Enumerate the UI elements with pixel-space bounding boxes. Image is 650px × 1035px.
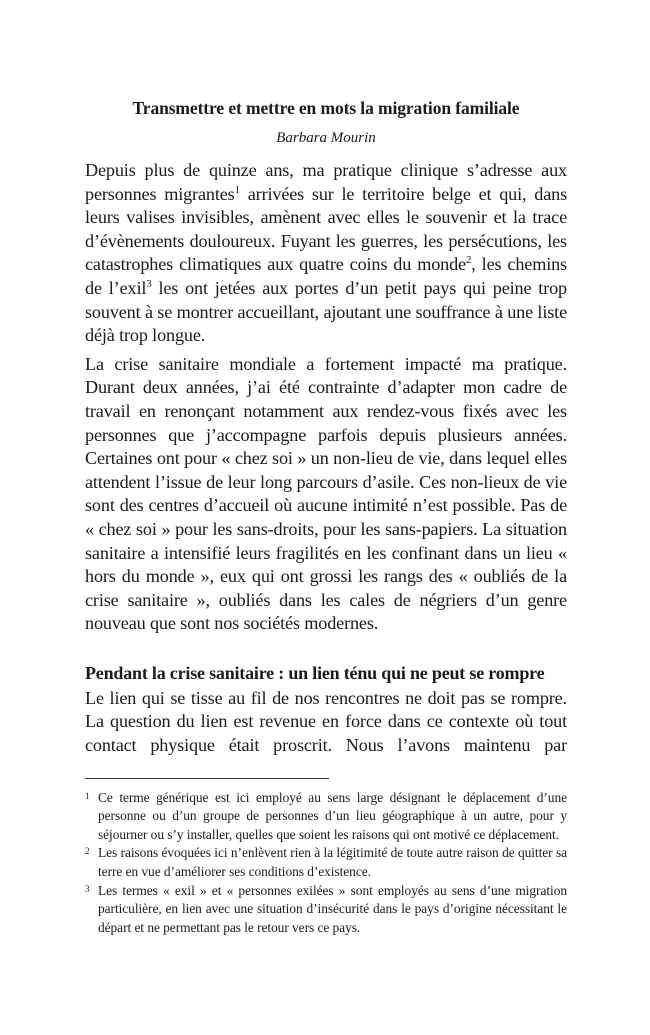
footnotes xyxy=(85,789,567,938)
footnote-ref-1: 1 xyxy=(234,183,240,196)
footnote-3 xyxy=(85,882,567,938)
footnote-text: Ce terme générique est ici employé au sens large désignant le déplacement d’une personne ou d’un groupe de personnes d’un lieu géographique à un autre, pour y séjourner ou s’y installer, quelles que soient les raisons qui ont motivé ce déplacement. xyxy=(98,789,567,842)
paragraph-3: Le lien qui se tisse au fil de nos rencontres ne doit pas se rompre. La question du lien est revenue en force dans ce contexte où tout contact physique était proscrit. Nous l’avons maintenu par xyxy=(85,687,567,756)
paragraph-2: La crise sanitaire mondiale a fortement impacté ma pratique. Durant deux années, j’ai été contrainte d’adapter mon cadre de travail en renonçant notamment aux rendez-vous fixés avec les personnes que j’accompagne parfois depuis plusieurs années. Certaines ont pour « chez soi » un non-lieu de vie, dans lequel elles attendent l’issue de leur long parcours d’asile. Ces non-lieux de vie sont des centres d’accueil où aucune intimité n’est possible. Pas de « chez soi » pour les sans-droits, pour les sans-papiers. La situation sanitaire a intensifié leurs fragilités en les confinant dans un lieu « hors du monde », eux qui ont grossi les rangs des « oubliés de la crise sanitaire », oubliés dans les cales de négriers d’un genre nouveau que sont nos sociétés modernes. xyxy=(85,353,567,634)
footnote-number: 2 xyxy=(85,846,90,857)
document-page xyxy=(85,96,567,937)
paragraph-1-part-c: , les chemins de l’exil xyxy=(85,254,567,298)
paragraph-1 xyxy=(85,159,567,348)
footnote-ref-3: 3 xyxy=(146,277,152,290)
section-heading: Pendant la crise sanitaire : un lien ténu qui ne peut se rompre xyxy=(85,662,545,683)
footnote-number: 1 xyxy=(85,790,90,801)
footnote-divider xyxy=(85,778,329,779)
footnote-2 xyxy=(85,844,567,881)
author-name: Barbara Mourin xyxy=(276,130,376,146)
footnote-text: Les raisons évoquées ici n’enlèvent rien à la légitimité de toute autre raison de quitter sa terre en vue d’améliorer ses conditions d’existence. xyxy=(98,845,567,880)
footnote-text: Les termes « exil » et « personnes exilées » sont employés au sens d’une migration particulière, en lien avec une situation d’insécurité dans le pays d’origine nécessitant le départ et ne permettant pas le retour vers ce pays. xyxy=(98,882,567,935)
footnote-1 xyxy=(85,789,567,845)
footnote-ref-2: 2 xyxy=(465,254,472,267)
paragraph-1-part-b: arrivées sur le territoire belge et qui, dans leurs valises invisibles, amènent avec elles le souvenir et la trace d’évènements douloureux. Fuyant les guerres, les persécutions, les catastrophes climatiques aux quatre coins du monde xyxy=(85,183,567,275)
document-title: Transmettre et mettre en mots la migration familiale xyxy=(132,98,520,118)
footnote-number: 3 xyxy=(85,883,90,894)
paragraph-1-part-a: Depuis plus de quinze ans, ma pratique clinique s’adresse aux personnes migrantes xyxy=(85,160,567,204)
paragraph-1-part-d: les ont jetées aux portes d’un petit pays qui peine trop souvent à se montrer accueillant, ajoutant une souffrance à une liste déjà trop longue. xyxy=(85,277,567,346)
